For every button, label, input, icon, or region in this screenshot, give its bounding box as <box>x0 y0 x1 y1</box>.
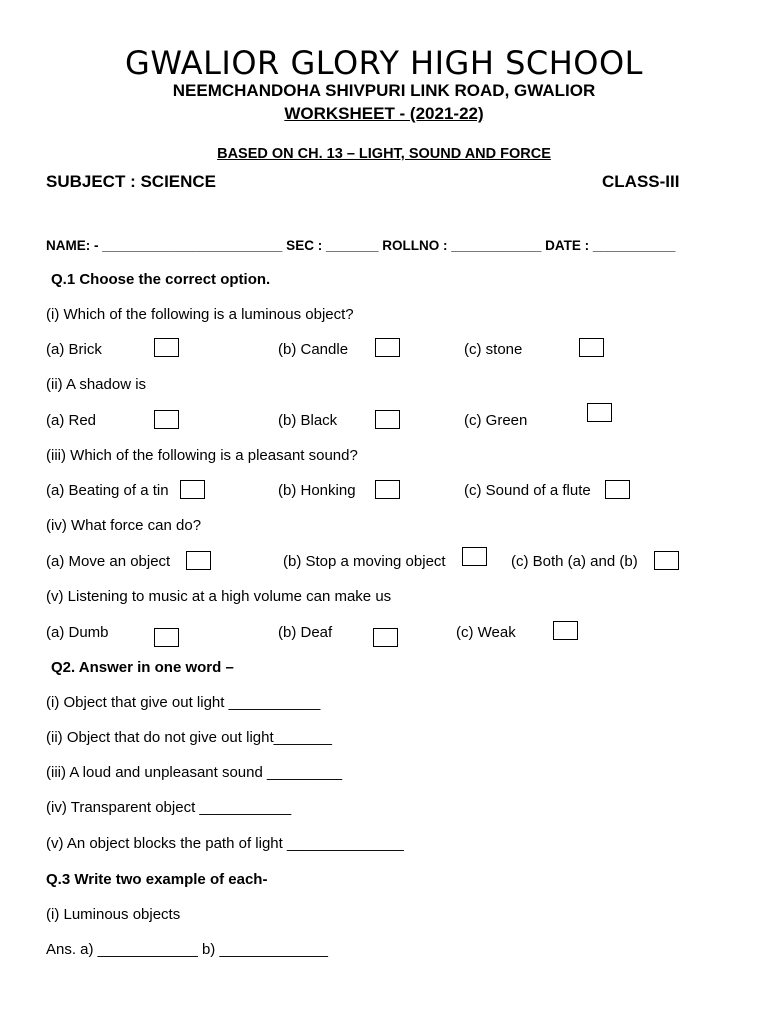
q1-ii-option-b: (b) Black <box>278 412 338 429</box>
q3-sub-i: (i) Luminous objects <box>46 906 181 923</box>
q2-item-i: (i) Object that give out light ___________ <box>46 694 321 711</box>
q1-i-checkbox-a[interactable] <box>154 338 179 357</box>
q1-ii-option-a: (a) Red <box>46 412 97 429</box>
q3-answer-line: Ans. a) ____________ b) _____________ <box>46 941 328 958</box>
q1-iii-checkbox-a[interactable] <box>180 480 205 499</box>
q1-iii-option-a: (a) Beating of a tin <box>46 482 169 499</box>
q2-item-iii: (iii) A loud and unpleasant sound _________ <box>46 764 343 781</box>
q1-i-checkbox-b[interactable] <box>375 338 400 357</box>
worksheet-title-text: WORKSHEET - (2021-22) <box>284 104 484 123</box>
worksheet-title <box>0 104 768 124</box>
q1-v-checkbox-b[interactable] <box>373 628 398 647</box>
subject-label: SUBJECT : SCIENCE <box>46 172 217 191</box>
q1-v-option-b: (b) Deaf <box>278 624 333 641</box>
q1-iii-checkbox-b[interactable] <box>375 480 400 499</box>
q3-heading: Q.3 Write two example of each- <box>46 871 268 888</box>
q1-v-checkbox-c[interactable] <box>553 621 578 640</box>
q1-iii-checkbox-c[interactable] <box>605 480 630 499</box>
q2-heading: Q2. Answer in one word – <box>51 659 234 676</box>
chapter-title <box>0 146 768 162</box>
q1-iv-option-b: (b) Stop a moving object <box>283 553 446 570</box>
q1-heading: Q.1 Choose the correct option. <box>51 271 271 288</box>
q1-iv-checkbox-b[interactable] <box>462 547 487 566</box>
q2-item-v: (v) An object blocks the path of light ______________ <box>46 835 404 852</box>
q1-ii-checkbox-c[interactable] <box>587 403 612 422</box>
q1-iv-question: (iv) What force can do? <box>46 517 202 534</box>
q1-iii-option-b: (b) Honking <box>278 482 356 499</box>
school-address: NEEMCHANDOHA SHIVPURI LINK ROAD, GWALIOR <box>172 81 596 100</box>
q1-iv-option-c: (c) Both (a) and (b) <box>511 553 638 570</box>
q1-iii-option-c: (c) Sound of a flute <box>464 482 591 499</box>
class-label: CLASS-III <box>602 172 680 191</box>
q1-v-question: (v) Listening to music at a high volume can make us <box>46 588 392 605</box>
q1-i-option-a: (a) Brick <box>46 341 102 358</box>
q1-i-option-c: (c) stone <box>464 341 523 358</box>
q1-ii-checkbox-b[interactable] <box>375 410 400 429</box>
q1-iv-checkbox-c[interactable] <box>654 551 679 570</box>
q2-item-iv: (iv) Transparent object ___________ <box>46 799 292 816</box>
q1-ii-checkbox-a[interactable] <box>154 410 179 429</box>
student-info-line: NAME: - ________________________ SEC : _______ ROLLNO : ____________ DATE : ___________ <box>46 238 676 253</box>
q1-i-checkbox-c[interactable] <box>579 338 604 357</box>
school-name: GWALIOR GLORY HIGH SCHOOL <box>125 44 643 82</box>
chapter-title-text: BASED ON CH. 13 – LIGHT, SOUND AND FORCE <box>217 146 551 162</box>
q1-iii-question: (iii) Which of the following is a pleasant sound? <box>46 447 358 464</box>
q1-v-option-a: (a) Dumb <box>46 624 109 641</box>
q1-v-checkbox-a[interactable] <box>154 628 179 647</box>
q1-ii-option-c: (c) Green <box>464 412 528 429</box>
q1-i-question: (i) Which of the following is a luminous object? <box>46 306 354 323</box>
q1-ii-question: (ii) A shadow is <box>46 376 147 393</box>
q1-iv-option-a: (a) Move an object <box>46 553 171 570</box>
q1-iv-checkbox-a[interactable] <box>186 551 211 570</box>
q2-item-ii: (ii) Object that do not give out light_______ <box>46 729 333 746</box>
q1-v-option-c: (c) Weak <box>456 624 516 641</box>
q1-i-option-b: (b) Candle <box>278 341 349 358</box>
